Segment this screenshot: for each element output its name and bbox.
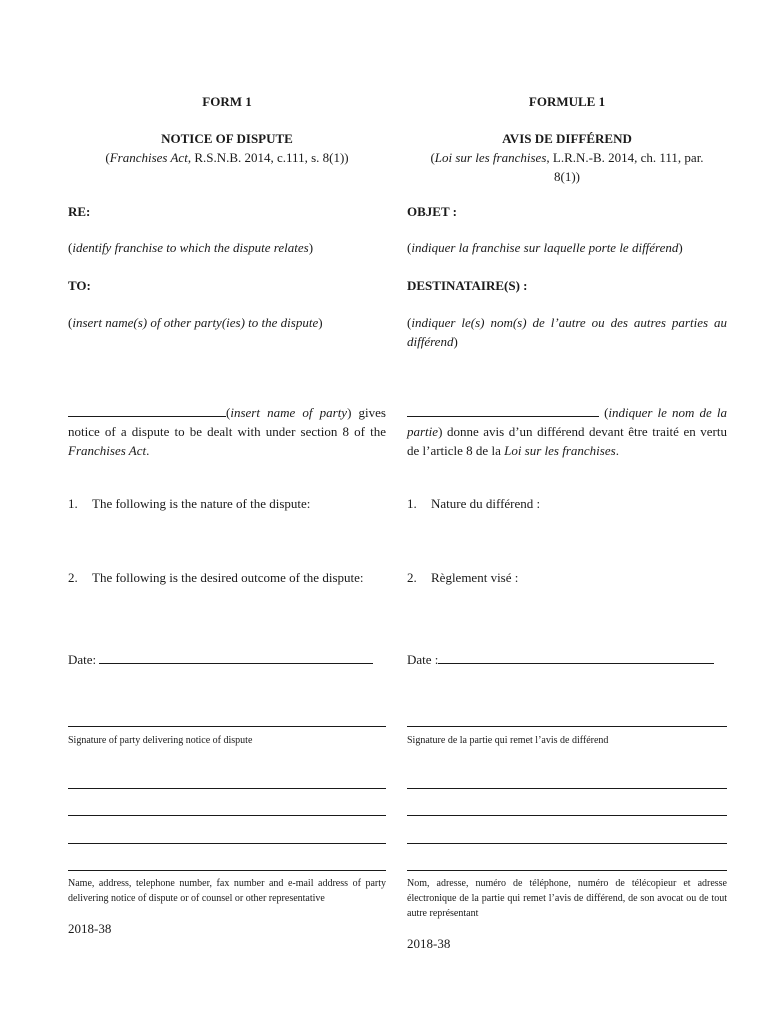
re-label: RE: bbox=[68, 204, 91, 219]
item-1-text-fr: Nature du différend : bbox=[431, 496, 541, 511]
english-column bbox=[68, 0, 386, 1024]
item-1-fr bbox=[407, 494, 727, 513]
form-title-fr: FORMULE 1 bbox=[528, 94, 606, 109]
party-instruction-fr: indiquer le nom de la partie bbox=[407, 405, 727, 439]
french-column bbox=[407, 0, 727, 1024]
item-1-text: The following is the nature of the dispute: bbox=[92, 496, 311, 511]
item-2-text-fr: Règlement visé : bbox=[431, 570, 519, 585]
signature-caption: Signature of party delivering notice of dispute bbox=[68, 735, 253, 746]
act-citation: (Franchises Act, R.S.N.B. 2014, c.111, s. 8(1)) bbox=[105, 150, 349, 165]
date-field[interactable] bbox=[99, 651, 373, 664]
party-instruction: insert name of party bbox=[230, 405, 348, 420]
item-2-text: The following is the desired outcome of the dispute: bbox=[92, 570, 364, 585]
contact-caption: Name, address, telephone number, fax number and e-mail address of party delivering notice of dispute or of counsel or other representative bbox=[68, 878, 386, 904]
contact-line-4[interactable] bbox=[68, 870, 386, 871]
notice-text-fr: donne avis d’un différend devant être traité en vertu de l’article 8 de la bbox=[407, 424, 727, 458]
citation-details-fr: , L.R.N.-B. 2014, ch. 111, par. 8(1)) bbox=[546, 150, 704, 184]
item-2 bbox=[68, 568, 386, 587]
form-title: FORM 1 bbox=[202, 94, 252, 109]
to-instruction-fr: (indiquer le(s) nom(s) de l’autre ou des autres parties au différend) bbox=[407, 315, 727, 349]
notice-paragraph: (insert name of party) gives notice of a dispute to be dealt with under section 8 of the Franchises Act. bbox=[68, 405, 386, 458]
date-field-fr[interactable] bbox=[438, 651, 714, 664]
notice-paragraph-fr: (indiquer le nom de la partie) donne avis d’un différend devant être traité en vertu de l’article 8 de la Loi sur les franchises. bbox=[407, 405, 727, 458]
re-instruction-text-fr: indiquer la franchise sur laquelle porte le différend bbox=[411, 240, 679, 255]
item-2-number-fr: 2. bbox=[407, 570, 417, 585]
notice-act-name-fr: Loi sur les franchises bbox=[504, 443, 616, 458]
contact-caption-fr: Nom, adresse, numéro de téléphone, numéro de télécopieur et adresse électronique de la partie qui remet l’avis de différend, de son avocat ou de tout autre représentant bbox=[407, 878, 727, 919]
notice-text: ) gives notice of a dispute to be dealt with under section 8 of the bbox=[68, 405, 386, 439]
date-label-fr: Date : bbox=[407, 652, 439, 667]
item-1-number-fr: 1. bbox=[407, 496, 417, 511]
to-label-fr: DESTINATAIRE(S) : bbox=[407, 278, 528, 293]
notice-title: NOTICE OF DISPUTE bbox=[161, 131, 293, 146]
notice-act-name: Franchises Act bbox=[68, 443, 147, 458]
contact-line-4-fr[interactable] bbox=[407, 870, 727, 871]
party-name-blank-fr[interactable] bbox=[407, 404, 599, 417]
item-2-fr bbox=[407, 568, 727, 587]
notice-title-fr: AVIS DE DIFFÉREND bbox=[502, 131, 632, 146]
re-instruction: (identify franchise to which the dispute relates) bbox=[68, 240, 314, 255]
item-1-number: 1. bbox=[68, 496, 78, 511]
footer-number: 2018-38 bbox=[68, 921, 112, 936]
act-name-fr: Loi sur les franchises bbox=[434, 150, 547, 165]
re-instruction-text: identify franchise to which the dispute relates bbox=[72, 240, 309, 255]
contact-line-1[interactable] bbox=[68, 788, 386, 789]
to-instruction-text-fr: indiquer le(s) nom(s) de l’autre ou des autres parties au différend bbox=[407, 315, 727, 349]
signature-line[interactable] bbox=[68, 726, 386, 727]
signature-caption-fr: Signature de la partie qui remet l’avis de différend bbox=[407, 735, 609, 746]
act-citation-fr: (Loi sur les franchises, L.R.N.-B. 2014, ch. 111, par. 8(1)) bbox=[430, 150, 704, 184]
contact-line-2-fr[interactable] bbox=[407, 815, 727, 816]
to-instruction-text: insert name(s) of other party(ies) to the dispute bbox=[72, 315, 319, 330]
footer-number-fr: 2018-38 bbox=[407, 936, 451, 951]
item-1 bbox=[68, 494, 386, 513]
contact-line-1-fr[interactable] bbox=[407, 788, 727, 789]
contact-line-3[interactable] bbox=[68, 843, 386, 844]
item-2-number: 2. bbox=[68, 570, 78, 585]
to-instruction: (insert name(s) of other party(ies) to the dispute) bbox=[68, 315, 323, 330]
signature-line-fr[interactable] bbox=[407, 726, 727, 727]
act-name: Franchises Act bbox=[109, 150, 188, 165]
date-label: Date: bbox=[68, 652, 97, 667]
date-row bbox=[68, 650, 386, 669]
contact-line-3-fr[interactable] bbox=[407, 843, 727, 844]
re-instruction-fr: (indiquer la franchise sur laquelle porte le différend) bbox=[407, 240, 683, 255]
party-name-blank[interactable] bbox=[68, 404, 226, 417]
date-row-fr bbox=[407, 650, 727, 669]
to-label: TO: bbox=[68, 278, 91, 293]
citation-details: , R.S.N.B. 2014, c.111, s. 8(1)) bbox=[187, 150, 349, 165]
contact-line-2[interactable] bbox=[68, 815, 386, 816]
re-label-fr: OBJET : bbox=[407, 204, 457, 219]
